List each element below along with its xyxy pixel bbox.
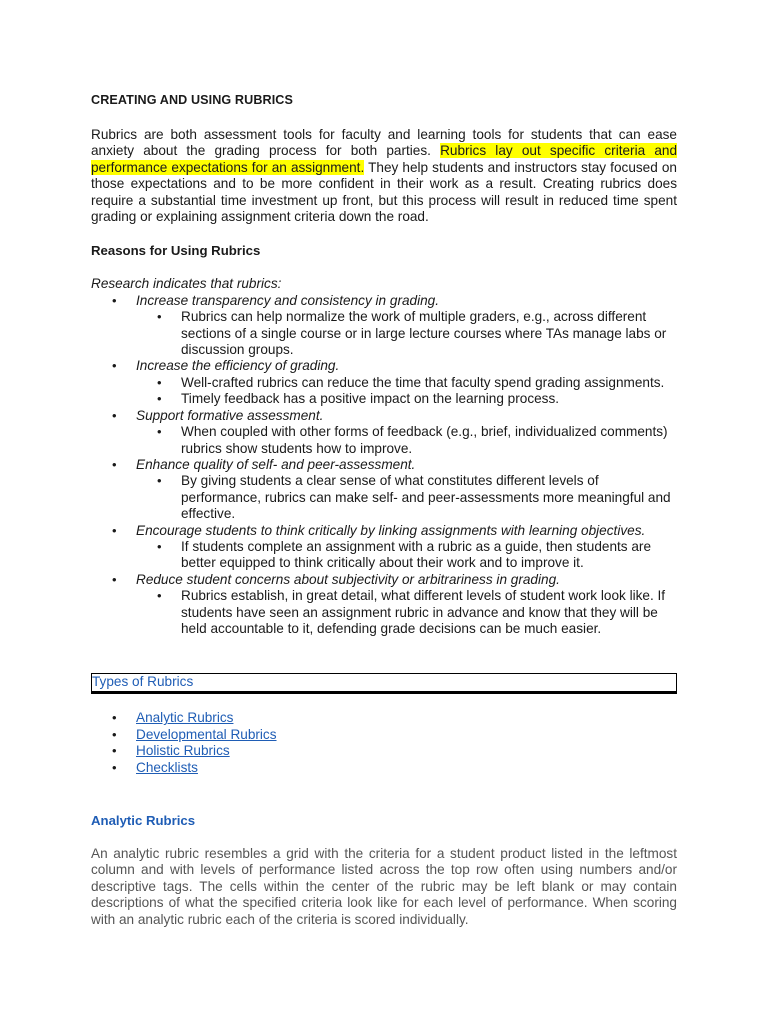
reason-subitem	[136, 391, 677, 407]
bullet-icon: •	[157, 391, 162, 407]
reason-sublist	[136, 375, 677, 408]
reason-subitem	[136, 375, 677, 391]
reason-sublist	[136, 539, 677, 572]
bullet-icon: •	[112, 726, 117, 742]
list-item	[91, 710, 677, 726]
bullet-icon: •	[112, 292, 117, 308]
types-of-rubrics-box: Types of Rubrics	[91, 673, 677, 694]
reason-lead: Enhance quality of self- and peer-assessment.	[136, 456, 416, 472]
reason-sublist	[136, 309, 677, 358]
reason-lead: Increase the efficiency of grading.	[136, 358, 340, 374]
bullet-icon: •	[157, 424, 162, 440]
reason-sublist	[136, 424, 677, 457]
analytic-rubrics-link[interactable]: Analytic Rubrics	[136, 710, 234, 726]
reasons-intro: Research indicates that rubrics:	[91, 276, 282, 292]
bullet-icon: •	[112, 571, 117, 587]
bullet-icon: •	[157, 309, 162, 325]
bullet-icon: •	[112, 759, 117, 775]
reason-item	[91, 358, 677, 407]
reason-subitem-text: Well-crafted rubrics can reduce the time that faculty spend grading assignments.	[181, 374, 665, 390]
bullet-icon: •	[112, 522, 117, 538]
reason-subitem-text: When coupled with other forms of feedback (e.g., brief, individualized comments) rubrics show students how to improve.	[181, 424, 668, 456]
list-item	[91, 727, 677, 743]
reason-lead: Support formative assessment.	[136, 407, 324, 423]
developmental-rubrics-link[interactable]: Developmental Rubrics	[136, 726, 277, 742]
holistic-rubrics-link[interactable]: Holistic Rubrics	[136, 743, 230, 759]
reason-item	[91, 408, 677, 457]
reason-subitem-text: If students complete an assignment with a rubric as a guide, then students are better equipped to think critically about their work and to improve it.	[181, 538, 652, 571]
reason-subitem	[136, 424, 677, 457]
reason-subitem	[136, 539, 677, 572]
reason-sublist	[136, 588, 677, 637]
bullet-icon: •	[112, 456, 117, 472]
reason-lead: Increase transparency and consistency in grading.	[136, 292, 440, 308]
bullet-icon: •	[112, 710, 117, 726]
analytic-rubrics-paragraph: An analytic rubric resembles a grid with the criteria for a student product listed in the leftmost column and with levels of performance listed across the top row often using numbers and/or descriptive tags. The cells within the center of the rubric may be left blank or may contain descriptions of what the specified criteria look like for each level of performance. When scoring with an analytic rubric each of the criteria is scored individually.	[91, 846, 677, 927]
reason-sublist	[136, 473, 677, 522]
document-content	[91, 92, 677, 928]
checklists-link[interactable]: Checklists	[136, 759, 198, 775]
reason-item	[91, 293, 677, 359]
bullet-icon: •	[157, 588, 162, 604]
intro-text-after: They help students and instructors stay focused on those expectations and to be more confident in their work as a result. Creating rubrics does require a substantial time investment up front, but this process will result in reduced time spent grading or explaining assignment criteria down the road.	[91, 159, 677, 225]
intro-text-before: Rubrics are both assessment tools for faculty and learning tools for students that can ease anxiety about the grading process for both parties.	[91, 127, 677, 159]
reason-subitem-text: Rubrics can help normalize the work of multiple graders, e.g., across different sections of a single course or in large lecture courses where TAs manage labs or discussion groups.	[181, 309, 667, 358]
document-title: CREATING AND USING RUBRICS	[91, 93, 294, 107]
reason-item	[91, 523, 677, 572]
reason-item	[91, 572, 677, 638]
reason-subitem	[136, 473, 677, 522]
reason-lead: Encourage students to think critically by linking assignments with learning objectives.	[136, 522, 646, 538]
reason-subitem	[136, 588, 677, 637]
highlighted-text: Rubrics lay out specific criteria and performance expectations for an assignment.	[91, 143, 677, 175]
reason-subitem	[136, 309, 677, 358]
reason-subitem-text: Rubrics establish, in great detail, what different levels of student work look like. If students have seen an assignment rubric in advance and know that they will be held accountable to it, defending grade decisions can be much easier.	[181, 588, 666, 636]
reasons-heading: Reasons for Using Rubrics	[91, 243, 261, 259]
analytic-rubrics-heading: Analytic Rubrics	[91, 813, 196, 828]
bullet-icon: •	[112, 407, 117, 423]
bullet-icon: •	[157, 538, 162, 554]
reasons-list	[91, 293, 677, 638]
reason-item	[91, 457, 677, 523]
bullet-icon: •	[157, 374, 162, 390]
list-item	[91, 743, 677, 759]
reason-subitem-text: By giving students a clear sense of what constitutes different levels of performance, rubrics can make self- and peer-assessments more meaningful and effective.	[181, 473, 671, 522]
reason-lead: Reduce student concerns about subjectivity or arbitrariness in grading.	[136, 571, 560, 587]
reason-subitem-text: Timely feedback has a positive impact on the learning process.	[181, 391, 560, 407]
intro-paragraph	[91, 127, 677, 225]
bullet-icon: •	[112, 358, 117, 374]
rubric-types-list	[91, 710, 677, 776]
list-item	[91, 760, 677, 776]
bullet-icon: •	[157, 473, 162, 489]
bullet-icon: •	[112, 743, 117, 759]
